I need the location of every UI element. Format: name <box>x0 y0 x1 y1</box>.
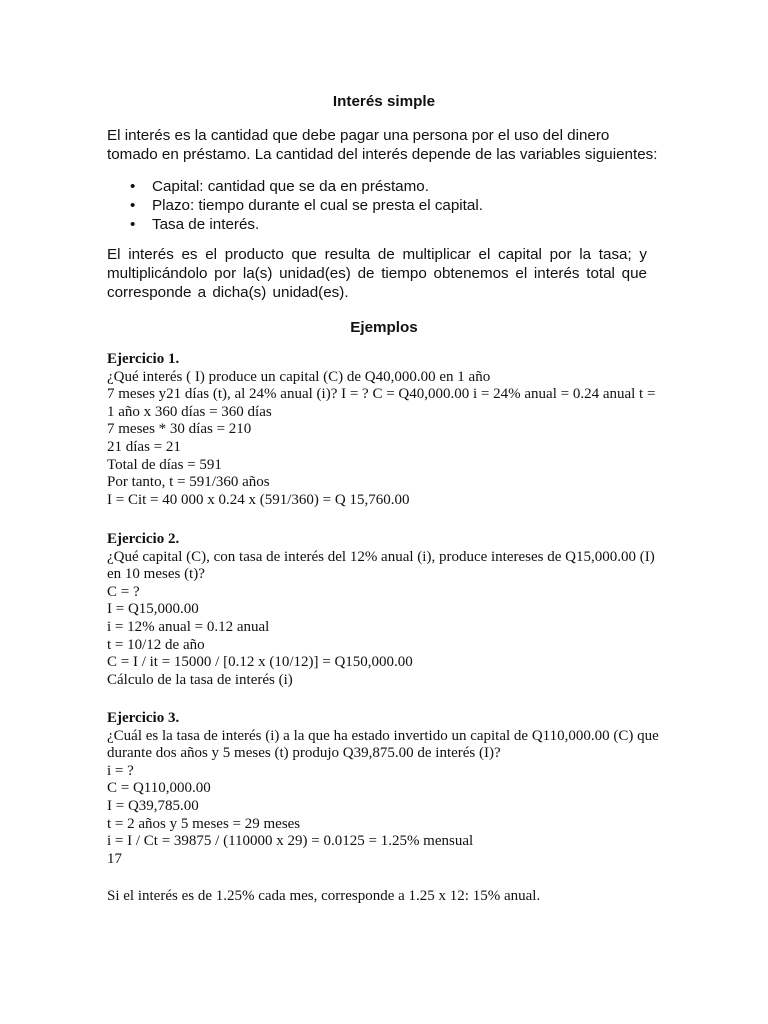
exercise-heading: Ejercicio 1. <box>107 351 180 367</box>
exercise-line: ¿Qué interés ( I) produce un capital (C) de Q40,000.00 en 1 año <box>107 368 491 385</box>
exercise-line: ¿Qué capital (C), con tasa de interés del 12% anual (i), produce intereses de Q15,000.00 (I) <box>107 548 655 565</box>
exercise-line: 1 año x 360 días = 360 días <box>107 403 272 420</box>
exercise-line: I = Cit = 40 000 x 0.24 x (591/360) = Q 15,760.00 <box>107 491 410 508</box>
exercise-line: 21 días = 21 <box>107 438 181 455</box>
conclusion-text: Si el interés es de 1.25% cada mes, corresponde a 1.25 x 12: 15% anual. <box>107 888 541 904</box>
exercise-line: 7 meses y21 días (t), al 24% anual (i)? I = ? C = Q40,000.00 i = 24% anual = 0.24 anual t = <box>107 386 656 403</box>
exercise-line: i = I / Ct = 39875 / (110000 x 29) = 0.0125 = 1.25% mensual <box>107 833 474 850</box>
exercise-line: en 10 meses (t)? <box>107 566 205 583</box>
list-item <box>130 196 670 215</box>
definition-paragraph: El interés es el producto que resulta de multiplicar el capital por la tasa; y multiplicándolo por la(s) unidad(es) de tiempo obtenemos el interés total que corresponde a dicha(s) unidad(es). <box>107 246 647 301</box>
exercise-line: t = 10/12 de año <box>107 636 205 653</box>
exercise-2 <box>107 531 667 689</box>
variables-list <box>130 177 670 234</box>
exercise-line: C = Q110,000.00 <box>107 780 211 797</box>
bullet-icon: • <box>130 178 136 195</box>
exercise-line: C = I / it = 15000 / [0.12 x (10/12)] = Q150,000.00 <box>107 654 413 671</box>
list-item <box>130 177 670 196</box>
exercise-line: i = ? <box>107 762 134 779</box>
intro-paragraph: El interés es la cantidad que debe pagar una persona por el uso del dinero tomado en préstamo. La cantidad del interés depende de las variables siguientes: <box>107 127 658 163</box>
exercise-line: 7 meses * 30 días = 210 <box>107 421 252 438</box>
examples-heading: Ejemplos <box>350 319 418 336</box>
exercise-line: I = Q15,000.00 <box>107 601 199 618</box>
list-item <box>130 215 670 234</box>
exercise-line: Total de días = 591 <box>107 456 222 473</box>
list-item-text: Capital: cantidad que se da en préstamo. <box>152 178 429 195</box>
bullet-icon: • <box>130 197 136 214</box>
exercise-line: t = 2 años y 5 meses = 29 meses <box>107 815 301 832</box>
exercise-line: durante dos años y 5 meses (t) produjo Q39,875.00 de interés (I)? <box>107 745 501 762</box>
list-item-text: Plazo: tiempo durante el cual se presta el capital. <box>152 197 483 214</box>
exercise-line: Cálculo de la tasa de interés (i) <box>107 671 293 688</box>
exercise-line: C = ? <box>107 583 140 600</box>
list-item-text: Tasa de interés. <box>152 216 260 233</box>
exercise-line: Por tanto, t = 591/360 años <box>107 474 270 491</box>
exercise-heading: Ejercicio 3. <box>107 710 180 726</box>
exercise-line: 17 <box>107 850 122 867</box>
exercise-line: i = 12% anual = 0.12 anual <box>107 618 270 635</box>
exercise-line: ¿Cuál es la tasa de interés (i) a la que ha estado invertido un capital de Q110,000.00 (C) que <box>107 727 659 744</box>
bullet-icon: • <box>130 216 136 233</box>
exercise-line: I = Q39,785.00 <box>107 797 199 814</box>
page-title: Interés simple <box>332 93 436 110</box>
exercise-heading: Ejercicio 2. <box>107 531 180 547</box>
exercise-1 <box>107 351 667 509</box>
exercise-3 <box>107 710 667 868</box>
